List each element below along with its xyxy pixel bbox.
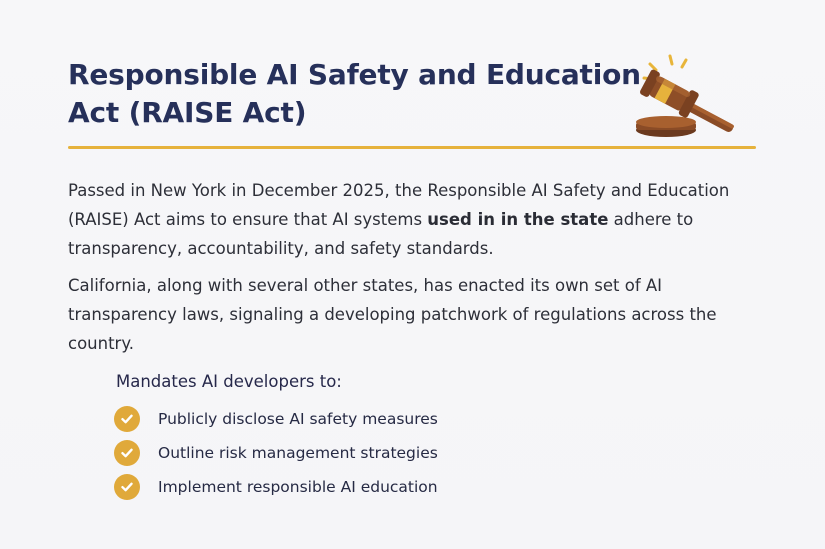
intro-text-end: adhere to transparency, accountability, and safety standards. (68, 210, 694, 258)
list-item-label: Outline risk management strategies (158, 444, 438, 462)
list-item-label: Publicly disclose AI safety measures (158, 410, 438, 428)
page-title: Responsible AI Safety and Education Act (RAISE Act) (68, 58, 641, 129)
list-item (114, 436, 438, 470)
list-item (114, 470, 438, 504)
check-circle-icon (114, 440, 140, 466)
list-item-label: Implement responsible AI education (158, 478, 438, 496)
intro-paragraph (68, 176, 758, 263)
mandates-heading: Mandates AI developers to: (116, 372, 342, 391)
list-item (114, 402, 438, 436)
context-paragraph: California, along with several other states, has enacted its own set of AI transparency laws, signaling a developing patchwork of regulations across the country. (68, 276, 717, 353)
intro-emphasis: used in in the state (427, 210, 609, 229)
title-divider (68, 146, 756, 149)
mandates-list (114, 402, 438, 504)
gavel-icon (628, 52, 748, 142)
check-circle-icon (114, 474, 140, 500)
check-circle-icon (114, 406, 140, 432)
intro-text-start: Passed in New York in December 2025, the Responsible AI Safety and Education (RAISE) Act aims to ensure that AI systems (68, 181, 730, 229)
